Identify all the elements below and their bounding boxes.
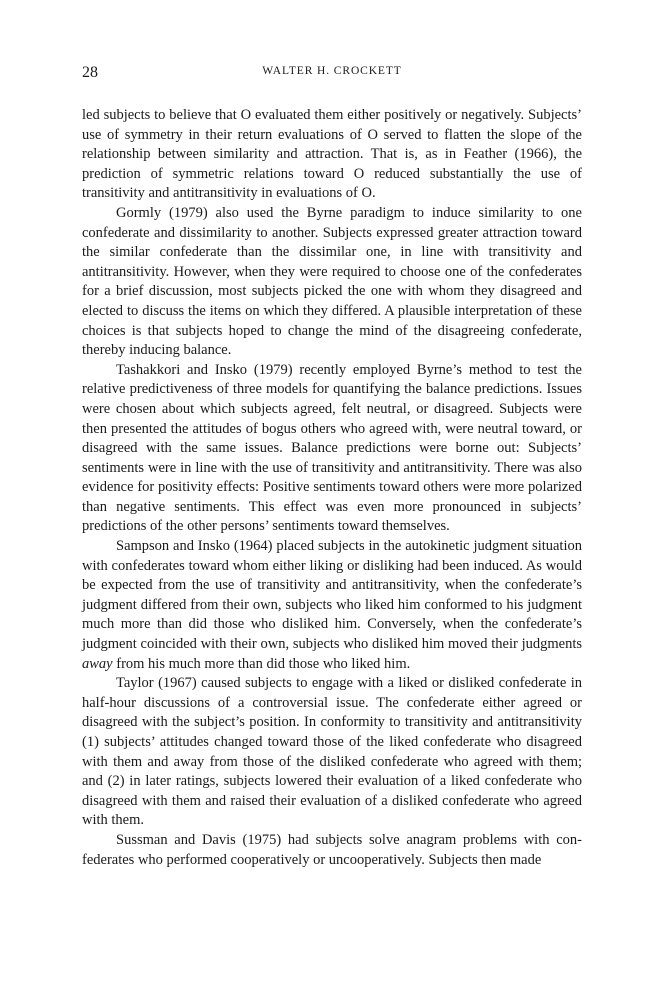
body-text (82, 106, 582, 870)
paragraph-sampson-insko (82, 537, 582, 674)
running-head (82, 64, 582, 84)
paragraph-tashakkori-insko: Tashakkori and Insko (1979) recently employed Byrne’s method to test the relative predictiveness of three models for quantifying the balance predictions. Issues were chosen about which subjects agreed, felt neutral, or disagreed. Subjects were then presented the attitudes of bogus others who agreed with, were neutral toward, or disagreed with the same issues. Balance predictions were borne out: Subjects’ sentiments were in line with the use of transitivity and antitransitivity. There was also evidence for positivity effects: Positive sentiments toward others were more polarized than negative sentiments. This effect was even more pronounced in subjects’ predictions of the other persons’ sentiments toward themselves. (82, 361, 582, 535)
paragraph-taylor: Taylor (1967) caused subjects to engage with a liked or disliked confederate in half-hour discussions of a controversial issue. The confederate either agreed or disagreed with the subject’s position. In conformity to transitivity and antitransitivity (1) subjects’ attitudes changed toward those of the liked confederate who disagreed with them and away from those of the disliked confederate who agreed with them; and (2) in later ratings, subjects lowered their evaluation of a liked confederate who disagreed with them and raised their evaluation of a disliked confederate who agreed with them. (82, 675, 582, 829)
running-head-author: WALTER H. CROCKETT (262, 65, 402, 77)
emphasis-away: away (82, 655, 113, 672)
paragraph-text-segment: from his much more than did those who liked him. (112, 655, 411, 672)
paragraph-sussman-davis: Sussman and Davis (1975) had subjects solve anagram problems with confederates who performed cooperatively or uncooperatively. Subjects then made (82, 831, 582, 868)
page-number: 28 (82, 64, 98, 81)
paragraph-continuation: led subjects to believe that O evaluated them either positively or negatively. Subjects’ use of symmetry in their return evaluations of O served to flatten the slope of the relationship between similarity and attraction. That is, as in Feather (1966), the prediction of symmetric relations toward O reduced substantially the use of transitivity and antitransitivity in evaluations of O. (82, 107, 582, 202)
paragraph-text-segment: Sampson and Insko (1964) placed subjects in the autokinetic judgment situation with confederates toward whom either liking or disliking had been induced. As would be expected from the use of transitivity and antitransitivity, when the confederate’s judgment differed from their own, subjects who liked him conformed to his judgment much more than did those who disliked him. Conversely, when the confederate’s judgment coincided with their own, subjects who disliked him moved their judgments (82, 538, 582, 653)
paragraph-gormly: Gormly (1979) also used the Byrne paradigm to induce similarity to one confederate and dissimilarity to another. Subjects expressed greater attraction toward the similar confederate than the dissimilar one, in line with transitivity and antitransitivity. However, when they were required to choose one of the confederates for a brief discussion, most subjects picked the one with whom they disagreed and elected to discuss the items on which they differed. A plausible interpretation of these choices is that subjects hoped to change the mind of the disagreeing confederate, thereby inducing balance. (82, 204, 582, 359)
